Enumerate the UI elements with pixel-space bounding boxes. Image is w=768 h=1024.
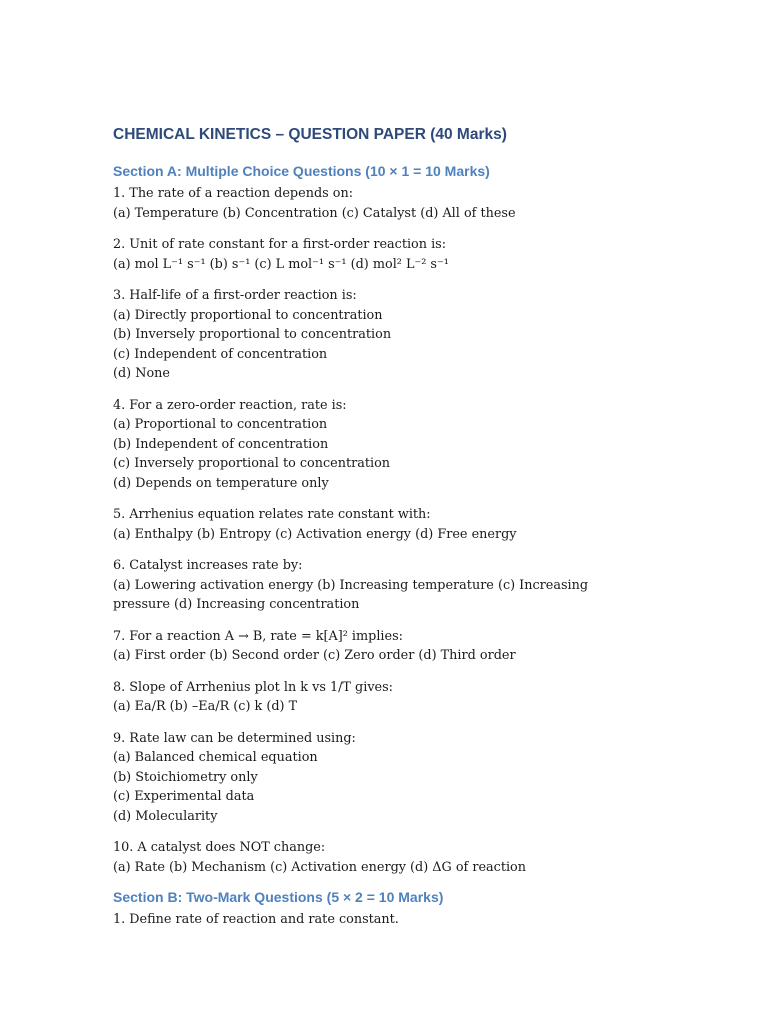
question-text: 5. Arrhenius equation relates rate constant with:	[113, 507, 431, 522]
option-b: (b) Inversely proportional to concentration	[113, 327, 392, 342]
question-text: 3. Half-life of a first-order reaction is:	[113, 288, 357, 303]
option-c: (c) Independent of concentration	[113, 346, 328, 362]
question-text: 1. Define rate of reaction and rate constant.	[113, 912, 399, 927]
question-2	[113, 235, 713, 274]
question-text: 1. The rate of a reaction depends on:	[113, 186, 354, 201]
question-text: 9. Rate law can be determined using:	[113, 730, 356, 746]
question-text: 10. A catalyst does NOT change:	[113, 840, 326, 855]
question-options: (a) Enthalpy (b) Entropy (c) Activation energy (d) Free energy	[113, 526, 517, 542]
question-text: 6. Catalyst increases rate by:	[113, 558, 303, 573]
question-options: (a) First order (b) Second order (c) Zero order (d) Third order	[113, 648, 516, 663]
option-a: (a) Directly proportional to concentration	[113, 307, 383, 323]
option-c: (c) Experimental data	[113, 789, 255, 804]
option-d: (d) Depends on temperature only	[113, 475, 329, 491]
question-options: (a) mol L⁻¹ s⁻¹ (b) s⁻¹ (c) L mol⁻¹ s⁻¹ (d) mol² L⁻² s⁻¹	[113, 256, 449, 272]
option-c: (c) Inversely proportional to concentration	[113, 456, 391, 471]
question-options: (a) Ea/R (b) –Ea/R (c) k (d) T	[113, 699, 298, 714]
question-options: (a) Rate (b) Mechanism (c) Activation energy (d) ΔG of reaction	[113, 859, 527, 875]
question-text: 8. Slope of Arrhenius plot ln k vs 1/T gives:	[113, 679, 393, 695]
paper-title: CHEMICAL KINETICS – QUESTION PAPER (40 Marks)	[113, 126, 507, 143]
question-9	[113, 729, 713, 827]
section-b-heading: Section B: Two-Mark Questions (5 × 2 = 10 Marks)	[113, 889, 444, 905]
question-4	[113, 396, 713, 494]
question-8	[113, 678, 713, 717]
question-1	[113, 184, 713, 223]
option-a: (a) Proportional to concentration	[113, 417, 328, 432]
question-options: (a) Temperature (b) Concentration (c) Catalyst (d) All of these	[113, 205, 516, 221]
question-paper	[113, 124, 713, 942]
option-b: (b) Stoichiometry only	[113, 769, 258, 785]
question-3	[113, 286, 713, 384]
option-b: (b) Independent of concentration	[113, 436, 329, 452]
question-6	[113, 556, 713, 615]
question-text: 4. For a zero-order reaction, rate is:	[113, 397, 347, 413]
section-a-heading: Section A: Multiple Choice Questions (10 × 1 = 10 Marks)	[113, 163, 490, 179]
question-10	[113, 838, 713, 877]
option-d: (d) Molecularity	[113, 808, 218, 824]
question-options: (a) Lowering activation energy (b) Increasing temperature (c) Increasing pressure (d) Increasing concentration	[113, 577, 589, 612]
section-b-question-1	[113, 910, 713, 930]
question-5	[113, 505, 713, 544]
option-d: (d) None	[113, 366, 170, 381]
question-text: 7. For a reaction A → B, rate = k[A]² implies:	[113, 628, 403, 644]
question-7	[113, 627, 713, 666]
option-a: (a) Balanced chemical equation	[113, 750, 318, 765]
question-text: 2. Unit of rate constant for a first-order reaction is:	[113, 237, 447, 252]
